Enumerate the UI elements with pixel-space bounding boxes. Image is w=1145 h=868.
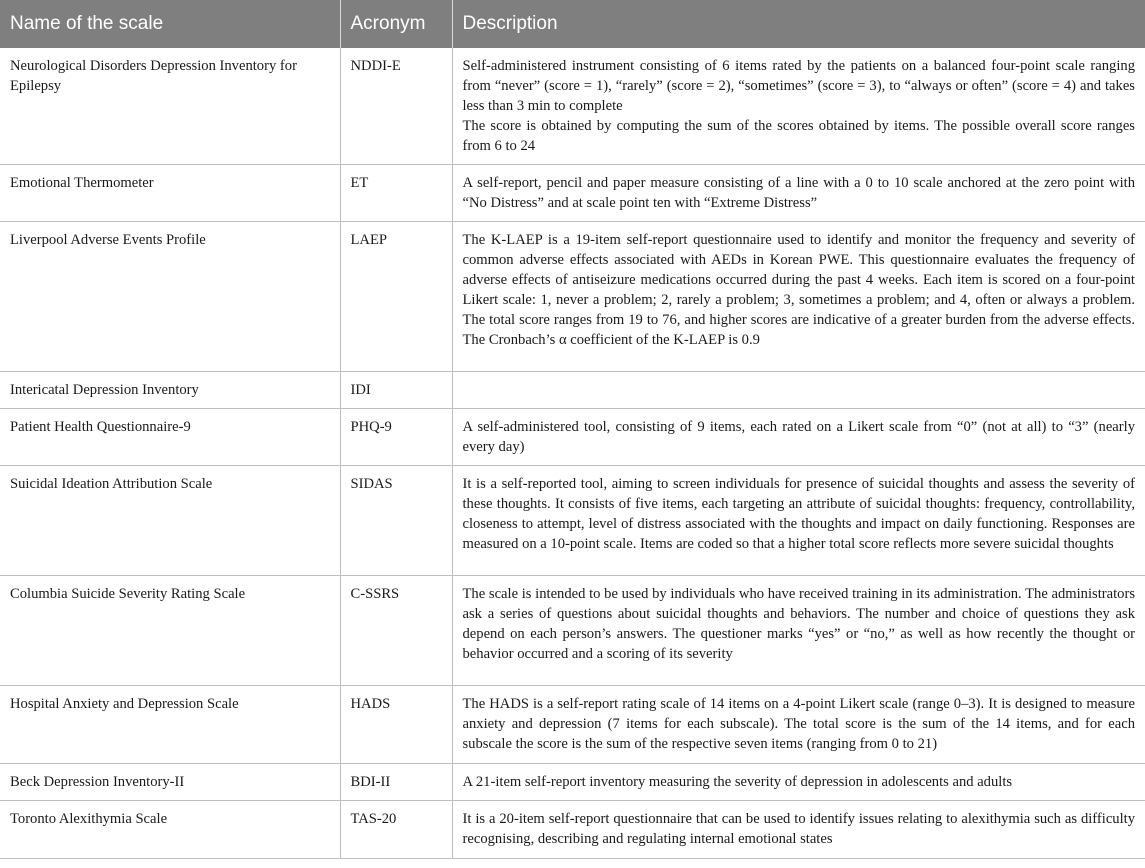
description-paragraph: The score is obtained by computing the sum of the scores obtained by items. The possible overall score ranges from 6 to 24	[462, 118, 1135, 154]
table-row	[0, 48, 1145, 165]
header-acronym: Acronym	[340, 0, 452, 48]
cell-acronym: ET	[340, 165, 452, 222]
cell-description	[452, 165, 1145, 222]
cell-description	[452, 409, 1145, 466]
table-row	[0, 409, 1145, 466]
table-row	[0, 165, 1145, 222]
cell-description	[452, 222, 1145, 372]
cell-acronym: IDI	[340, 372, 452, 409]
description-paragraph: The HADS is a self-report rating scale of 14 items on a 4-point Likert scale (range 0–3). It is designed to measure anxiety and depression (7 items for each subscale). The total score is the sum of the 14 items, and for each subscale the score is the sum of the respective seven items (ranging from 0 to 21)	[462, 696, 1135, 752]
cell-scale-name: Beck Depression Inventory-II	[0, 764, 340, 801]
cell-scale-name: Columbia Suicide Severity Rating Scale	[0, 576, 340, 686]
cell-scale-name: Suicidal Ideation Attribution Scale	[0, 466, 340, 576]
description-paragraph: The scale is intended to be used by individuals who have received training in its administration. The administrators ask a series of questions about suicidal thoughts and behaviors. The number and choice of questions they ask depend on each person’s answers. The questioner marks “yes” or “no,” as well as how recently the thought or behavior occurred and a scoring of its severity	[462, 586, 1135, 662]
cell-acronym: TAS-20	[340, 801, 452, 859]
table-body	[0, 48, 1145, 859]
table-row	[0, 764, 1145, 801]
cell-description	[452, 764, 1145, 801]
header-row	[0, 0, 1145, 48]
cell-description	[452, 48, 1145, 165]
description-paragraph: Self-administered instrument consisting of 6 items rated by the patients on a balanced four-point scale ranging from “never” (score = 1), “rarely” (score = 2), “sometimes” (score = 3), to “always or often” (score = 4) and takes less than 3 min to complete	[462, 58, 1135, 114]
table-row	[0, 466, 1145, 576]
description-paragraph: It is a 20-item self-report questionnaire that can be used to identify issues relating to alexithymia such as difficulty recognising, describing and regulating internal emotional states	[462, 811, 1135, 847]
table-row	[0, 686, 1145, 764]
cell-description	[452, 372, 1145, 409]
cell-acronym: BDI-II	[340, 764, 452, 801]
table-row	[0, 576, 1145, 686]
header-name: Name of the scale	[0, 0, 340, 48]
cell-description	[452, 686, 1145, 764]
cell-acronym: HADS	[340, 686, 452, 764]
cell-scale-name: Emotional Thermometer	[0, 165, 340, 222]
cell-acronym: LAEP	[340, 222, 452, 372]
cell-description	[452, 466, 1145, 576]
cell-scale-name: Patient Health Questionnaire-9	[0, 409, 340, 466]
cell-scale-name: Liverpool Adverse Events Profile	[0, 222, 340, 372]
header-description: Description	[452, 0, 1145, 48]
description-paragraph: A 21-item self-report inventory measuring the severity of depression in adolescents and adults	[462, 774, 1013, 790]
cell-acronym: SIDAS	[340, 466, 452, 576]
description-paragraph: The K-LAEP is a 19-item self-report questionnaire used to identify and monitor the frequency and severity of common adverse effects associated with AEDs in Korean PWE. This questionnaire evaluates the frequency of adverse effects of antiseizure medications occurred during the past 4 weeks. Each item is scored on a four-point Likert scale: 1, never a problem; 2, rarely a problem; 3, sometimes a problem; and 4, often or always a problem. The total score ranges from 19 to 76, and higher scores are indicative of a greater burden from the adverse effects. The Cronbach’s α coefficient of the K-LAEP is 0.9	[462, 232, 1135, 348]
table-row	[0, 222, 1145, 372]
cell-scale-name: Toronto Alexithymia Scale	[0, 801, 340, 859]
cell-scale-name: Neurological Disorders Depression Inventory for Epilepsy	[0, 48, 340, 165]
cell-acronym: C-SSRS	[340, 576, 452, 686]
table-row	[0, 372, 1145, 409]
description-paragraph: It is a self-reported tool, aiming to screen individuals for presence of suicidal thoughts and assess the severity of these thoughts. It consists of five items, each targeting an attribute of suicidal thoughts: frequency, controllability, closeness to attempt, level of distress associated with the thoughts and impact on daily functioning. Responses are measured on a 10-point scale. Items are coded so that a higher total score reflects more severe suicidal thoughts	[462, 476, 1135, 552]
cell-acronym: PHQ-9	[340, 409, 452, 466]
cell-acronym: NDDI-E	[340, 48, 452, 165]
description-paragraph: A self-administered tool, consisting of 9 items, each rated on a Likert scale from “0” (not at all) to “3” (nearly every day)	[462, 419, 1135, 455]
description-paragraph: A self-report, pencil and paper measure consisting of a line with a 0 to 10 scale anchored at the zero point with “No Distress” and at scale point ten with “Extreme Distress”	[462, 175, 1135, 211]
cell-description	[452, 801, 1145, 859]
cell-scale-name: Intericatal Depression Inventory	[0, 372, 340, 409]
table-row	[0, 801, 1145, 859]
cell-scale-name: Hospital Anxiety and Depression Scale	[0, 686, 340, 764]
cell-description	[452, 576, 1145, 686]
